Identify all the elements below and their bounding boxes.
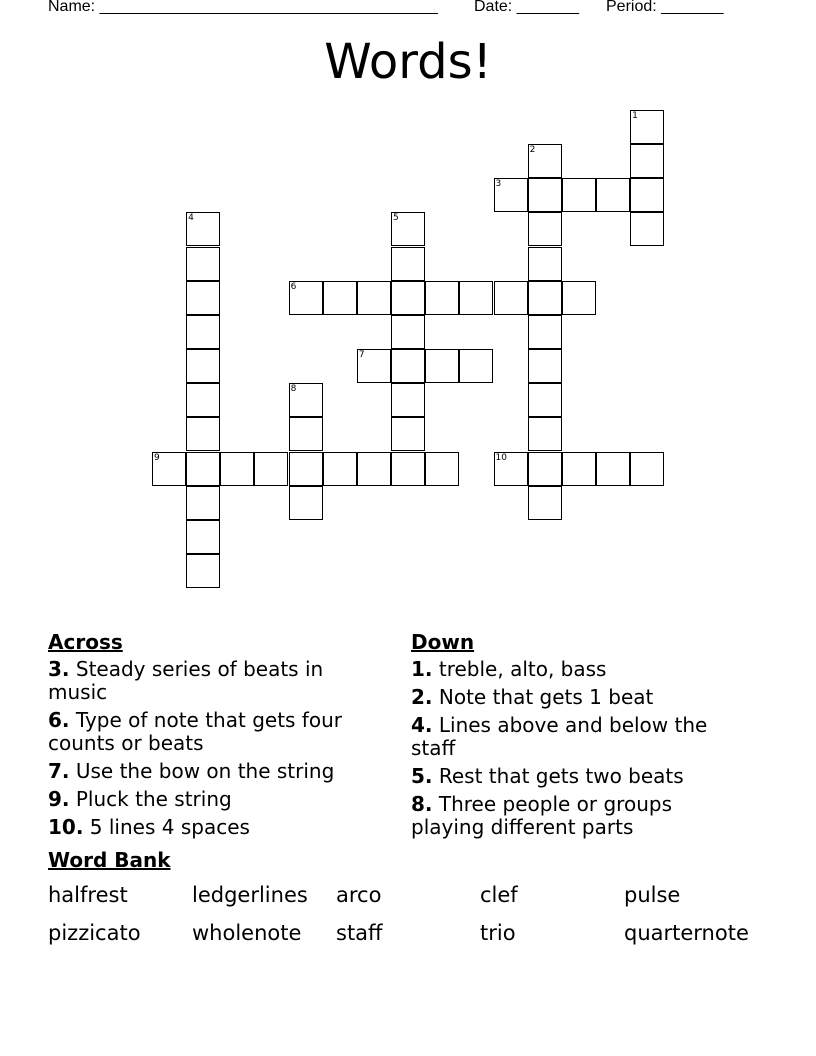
clue-number: 6 <box>290 281 297 292</box>
grid-cell[interactable] <box>186 281 220 315</box>
clue-number: 10. <box>48 815 84 839</box>
word-bank-word: staff <box>336 921 383 945</box>
word-bank-heading: Word Bank <box>48 848 171 872</box>
grid-cell[interactable] <box>254 452 288 486</box>
clue-number: 2. <box>411 685 433 709</box>
word-bank-word: quarternote <box>624 921 749 945</box>
clue-number: 3 <box>495 179 502 190</box>
clue-text: Lines above and below the staff <box>411 713 708 760</box>
down-clue <box>411 793 751 839</box>
clue-number: 5 <box>393 213 399 224</box>
grid-cell[interactable] <box>562 178 596 212</box>
grid-cell[interactable] <box>630 144 664 178</box>
grid-cell[interactable] <box>391 452 425 486</box>
page-title: Words! <box>324 34 492 90</box>
grid-cell[interactable] <box>562 452 596 486</box>
grid-cell[interactable] <box>494 281 528 315</box>
down-clue <box>411 658 751 681</box>
clue-text: Note that gets 1 beat <box>432 685 654 709</box>
down-clue <box>411 765 751 788</box>
clue-number: 7 <box>358 350 365 361</box>
grid-cell[interactable] <box>186 486 220 520</box>
grid-cell[interactable] <box>528 247 562 281</box>
grid-cell[interactable] <box>528 178 562 212</box>
word-bank-word: ledgerlines <box>192 883 308 907</box>
grid-cell[interactable] <box>528 417 562 451</box>
clue-number: 8. <box>411 792 433 816</box>
grid-cell[interactable] <box>391 315 425 349</box>
word-bank-word: arco <box>336 883 382 907</box>
grid-cell[interactable] <box>186 247 220 281</box>
across-clue <box>48 709 378 755</box>
grid-cell[interactable] <box>323 281 357 315</box>
grid-cell[interactable] <box>357 281 391 315</box>
word-bank-word: trio <box>480 921 516 945</box>
grid-cell[interactable] <box>425 349 459 383</box>
grid-cell[interactable] <box>186 520 220 554</box>
grid-cell[interactable] <box>289 486 323 520</box>
clue-text: 5 lines 4 spaces <box>83 815 250 839</box>
grid-cell[interactable] <box>459 349 493 383</box>
grid-cell[interactable] <box>528 486 562 520</box>
word-bank-word: pizzicato <box>48 921 141 945</box>
down-heading: Down <box>411 630 475 654</box>
grid-cell[interactable] <box>289 281 323 315</box>
grid-cell[interactable] <box>391 247 425 281</box>
grid-cell[interactable] <box>357 452 391 486</box>
word-bank-word: pulse <box>624 883 681 907</box>
grid-cell[interactable] <box>391 349 425 383</box>
date-field[interactable]: Date: _______ <box>474 0 579 15</box>
down-clue <box>411 686 751 709</box>
clue-number: 10 <box>495 452 507 463</box>
grid-cell[interactable] <box>528 349 562 383</box>
grid-cell[interactable] <box>152 452 186 486</box>
grid-cell[interactable] <box>459 281 493 315</box>
grid-cell[interactable] <box>357 349 391 383</box>
grid-cell[interactable] <box>391 281 425 315</box>
clue-number: 4 <box>188 213 194 224</box>
grid-cell[interactable] <box>186 417 220 451</box>
clue-text: Type of note that gets four counts or beats <box>48 708 342 755</box>
grid-cell[interactable] <box>528 315 562 349</box>
grid-cell[interactable] <box>391 417 425 451</box>
grid-cell[interactable] <box>528 212 562 246</box>
grid-cell[interactable] <box>596 452 630 486</box>
clue-number: 3. <box>48 657 70 681</box>
grid-cell[interactable] <box>391 212 425 246</box>
clue-number: 5. <box>411 764 433 788</box>
word-bank-word: clef <box>480 883 518 907</box>
clue-number: 1 <box>632 111 638 121</box>
clue-number: 6. <box>48 708 70 732</box>
grid-cell[interactable] <box>425 281 459 315</box>
clue-text: Steady series of beats in music <box>48 657 324 704</box>
clue-text: treble, alto, bass <box>432 657 607 681</box>
grid-cell[interactable] <box>289 452 323 486</box>
grid-cell[interactable] <box>528 144 562 178</box>
clue-text: Three people or groups playing different parts <box>411 792 672 839</box>
grid-cell[interactable] <box>186 452 220 486</box>
grid-cell[interactable] <box>494 452 528 486</box>
clue-number: 1. <box>411 657 433 681</box>
across-clue <box>48 658 378 704</box>
across-clue <box>48 788 378 811</box>
across-clue <box>48 760 378 783</box>
grid-cell[interactable] <box>289 383 323 417</box>
grid-cell[interactable] <box>630 110 664 144</box>
clue-number: 4. <box>411 713 433 737</box>
grid-cell[interactable] <box>528 383 562 417</box>
grid-cell[interactable] <box>630 452 664 486</box>
grid-cell[interactable] <box>289 417 323 451</box>
grid-cell[interactable] <box>425 452 459 486</box>
grid-cell[interactable] <box>186 554 220 588</box>
clue-number: 9 <box>154 452 160 463</box>
across-clues <box>48 630 378 844</box>
grid-cell[interactable] <box>630 178 664 212</box>
grid-cell[interactable] <box>494 178 528 212</box>
grid-cell[interactable] <box>186 212 220 246</box>
down-clue <box>411 714 751 760</box>
grid-cell[interactable] <box>220 452 254 486</box>
grid-cell[interactable] <box>528 281 562 315</box>
grid-cell[interactable] <box>186 383 220 417</box>
across-heading: Across <box>48 630 123 654</box>
down-clues <box>411 630 751 844</box>
clue-text: Use the bow on the string <box>69 759 335 783</box>
name-field[interactable]: Name: ______________________________________ <box>48 0 438 15</box>
grid-cell[interactable] <box>186 349 220 383</box>
grid-cell[interactable] <box>528 452 562 486</box>
grid-cell[interactable] <box>323 452 357 486</box>
clue-number: 2 <box>529 145 536 156</box>
clue-text: Rest that gets two beats <box>432 764 684 788</box>
grid-cell[interactable] <box>562 281 596 315</box>
clue-number: 8 <box>290 384 297 395</box>
clue-text: Pluck the string <box>69 787 232 811</box>
period-field[interactable]: Period: _______ <box>606 0 724 15</box>
across-clue <box>48 816 378 839</box>
clue-number: 9. <box>48 787 70 811</box>
word-bank-word: wholenote <box>192 921 302 945</box>
grid-cell[interactable] <box>596 178 630 212</box>
grid-cell[interactable] <box>630 212 664 246</box>
grid-cell[interactable] <box>186 315 220 349</box>
clue-number: 7. <box>48 759 70 783</box>
word-bank-word: halfrest <box>48 883 128 907</box>
grid-cell[interactable] <box>391 383 425 417</box>
